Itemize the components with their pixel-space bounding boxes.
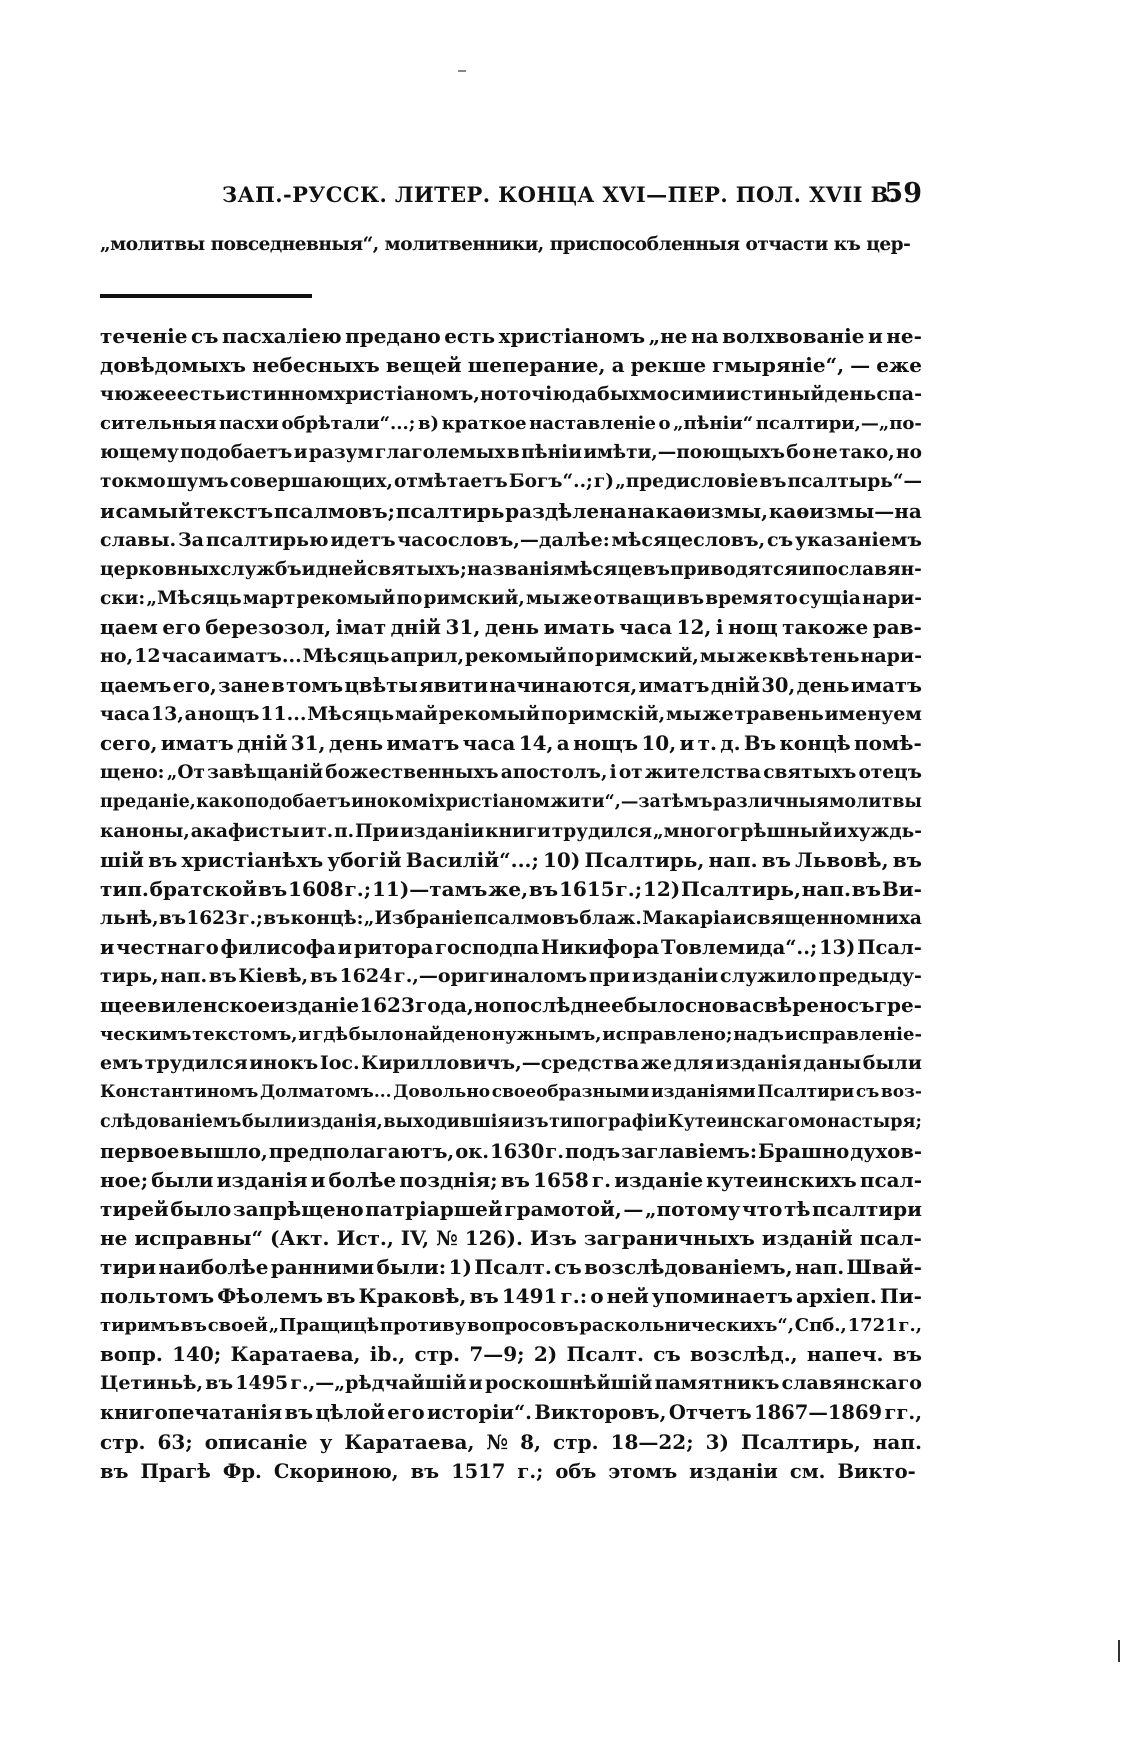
footnote-block [100, 322, 922, 1486]
main-text-line: „молитвы повседневныя“, молитвенники, приспособленныя отчасти къ цер- [100, 234, 911, 255]
footnote-line: щено: „От завѣщаній божественныхъ апостолъ, і от жителства святыхъ отецъ [100, 762, 922, 784]
footnote-line: и честнаго филисофа и ритора господпа Никифора Товлемида“..; 13) Псал- [100, 935, 922, 959]
footnote-line: слѣдованіемъ были изданія, выходившія изъ типографіи Кутеинскаго монастыря; [100, 1111, 922, 1132]
footnote-line: но, 12 часа иматъ... Мѣсяць април, рекомый по римский, мы же квѣтень нари- [100, 645, 922, 668]
footnote-line: ющему подобаетъ и разум глаголемых в пѣніи имѣти,—поющыхъ бо не тако, но [100, 442, 922, 464]
page-number: 59 [884, 178, 922, 209]
footnote-line: цаемъ его, зане в томъ цвѣты явити начинаются, иматъ дній 30, день иматъ [100, 674, 922, 698]
footnote-line: щее виленское изданіе 1623 года, но послѣднее было снова свѣрено съ гре- [100, 993, 922, 1018]
footnote-line: тири наиболѣе ранними были: 1) Псалт. съ возслѣдованіемъ, нап. Швай- [100, 1255, 922, 1279]
footnote-line: книгопечатанія въ цѣлой его исторіи“. Викторовъ, Отчетъ 1867—1869 гг., [100, 1401, 922, 1425]
footnote-line: сительныя пасхи обрѣтали“...; в) краткое наставленіе о „пѣніи“ псалтири,—„по- [100, 413, 922, 435]
footnote-line: не исправны“ (Акт. Ист., IV, № 126). Изъ заграничныхъ изданій псал- [100, 1225, 922, 1250]
page-header [222, 178, 922, 218]
footnote-line: ски: „Мѣсяць март рекомый по римский, мы же отващи въ время то сущіа нари- [100, 587, 922, 609]
footnote-separator [100, 294, 312, 298]
running-title: ЗАП.-РУССК. ЛИТЕР. КОНЦА XVI—ПЕР. ПОЛ. XVII В. [222, 182, 897, 207]
footnote-line: Константиномъ Долматомъ... Довольно своеобразными изданіями Псалтири съ воз- [100, 1082, 922, 1103]
footnote-line: тирь, нап. въ Кіевѣ, въ 1624 г.,—оригиналомъ при изданіи служило предыду- [100, 965, 922, 988]
footnote-line: Цетиньѣ, въ 1495 г.,—„рѣдчайшій и роскошнѣйшій памятникъ славянскаго [100, 1372, 922, 1395]
footnote-line: ное; были изданія и болѣе позднія; въ 1658 г. изданіе кутеинскихъ псал- [100, 1167, 922, 1192]
footnote-line: сего, иматъ дній 31, день иматъ часа 14, а нощъ 10, и т. д. Въ концѣ помѣ- [100, 731, 922, 756]
footnote-line: часа 13, а нощъ 11... Мѣсяць май рекомый по римскій, мы же травень именуем [100, 703, 922, 726]
footnote-line: польтомъ Фѣолемъ въ Краковѣ, въ 1491 г.: о ней упоминаетъ архіеп. Пи- [100, 1284, 922, 1309]
footnote-line: емъ трудился инокъ Іос. Кирилловичъ,—средства же для изданія даны были [100, 1052, 922, 1075]
footnote-line: славы. За псалтирью идетъ часословъ,—далѣе: мѣсяцесловъ, съ указаніемъ [100, 528, 922, 551]
footnote-line: въ Прагѣ Фр. Скориною, въ 1517 г.; объ этомъ изданіи см. Викто- [100, 1459, 916, 1483]
footnote-line: шій въ христіанѣхъ убогій Василій“...; 10) Псалтирь, нап. въ Львовѣ, въ [100, 847, 922, 872]
footnote-line: вопр. 140; Каратаева, ib., стр. 7—9; 2) Псалт. съ возслѣд., напеч. въ [100, 1342, 922, 1367]
footnote-line: токмо шумъ совершающих, отмѣтаетъ Богъ“..; г) „предисловіе въ псалтырь“— [100, 471, 922, 493]
footnote-line: тип. братской въ 1608 г.; 11)—тамъ же, въ 1615 г.; 12) Псалтирь, нап. въ Ви- [100, 876, 922, 901]
footnote-line: и самый текстъ псалмовъ; псалтирь раздѣлена на каѳизмы, каѳизмы—на [100, 498, 922, 523]
footnote-line: льнѣ, въ 1623 г.; въ концѣ: „Избраніе псалмовъ блаж. Макаріа и священномниха [100, 907, 922, 929]
footnote-line: цаем его березозол, імат дній 31, день имать часа 12, і нощ такоже рав- [100, 614, 922, 639]
footnote-line: церковных службъ и дней святыхъ; названія мѣсяцевъ приводятся и по славян- [100, 558, 922, 580]
footnote-line: стр. 63; описаніе у Каратаева, № 8, стр. 18—22; 3) Псалтирь, нап. [100, 1429, 922, 1454]
footnote-line: чюжее есть истинном христіаномъ, но точію да быхмо сими истиный день спа- [100, 383, 922, 406]
footnote-line: первое вышло, предполагаютъ, ок. 1630 г. подъ заглавіемъ: Брашно духов- [100, 1139, 922, 1163]
footnote-line: тирей было запрѣщено патріаршей грамотой, — „потому что тѣ псалтири [100, 1196, 922, 1221]
scan-edge-mark [1118, 1640, 1120, 1662]
footnote-line: ческимъ текстомъ, и гдѣ было найдено нужнымъ, исправлено; надъ исправленіе- [100, 1024, 922, 1046]
footnote-line: теченіе съ пасхаліею предано есть христіаномъ „не на волхвованіе и не- [100, 324, 922, 348]
footnote-line: довѣдомыхъ небесныхъ вещей шеперание, а рекше гмыряніе“, — еже [100, 353, 922, 378]
scan-speck [458, 70, 466, 72]
footnote-line: каноны, акафисты и т. п. При изданіи книги трудился „многогрѣшный и хуждь- [100, 820, 922, 842]
footnote-line: тиримъ въ своей „Пращицѣ противу вопросовъ раскольническихъ“, Спб., 1721 г., [100, 1315, 922, 1337]
footnote-line: преданіе, како подобаетъ иноком і христіаном жити“,—затѣмъ различныя молитвы [100, 791, 922, 812]
